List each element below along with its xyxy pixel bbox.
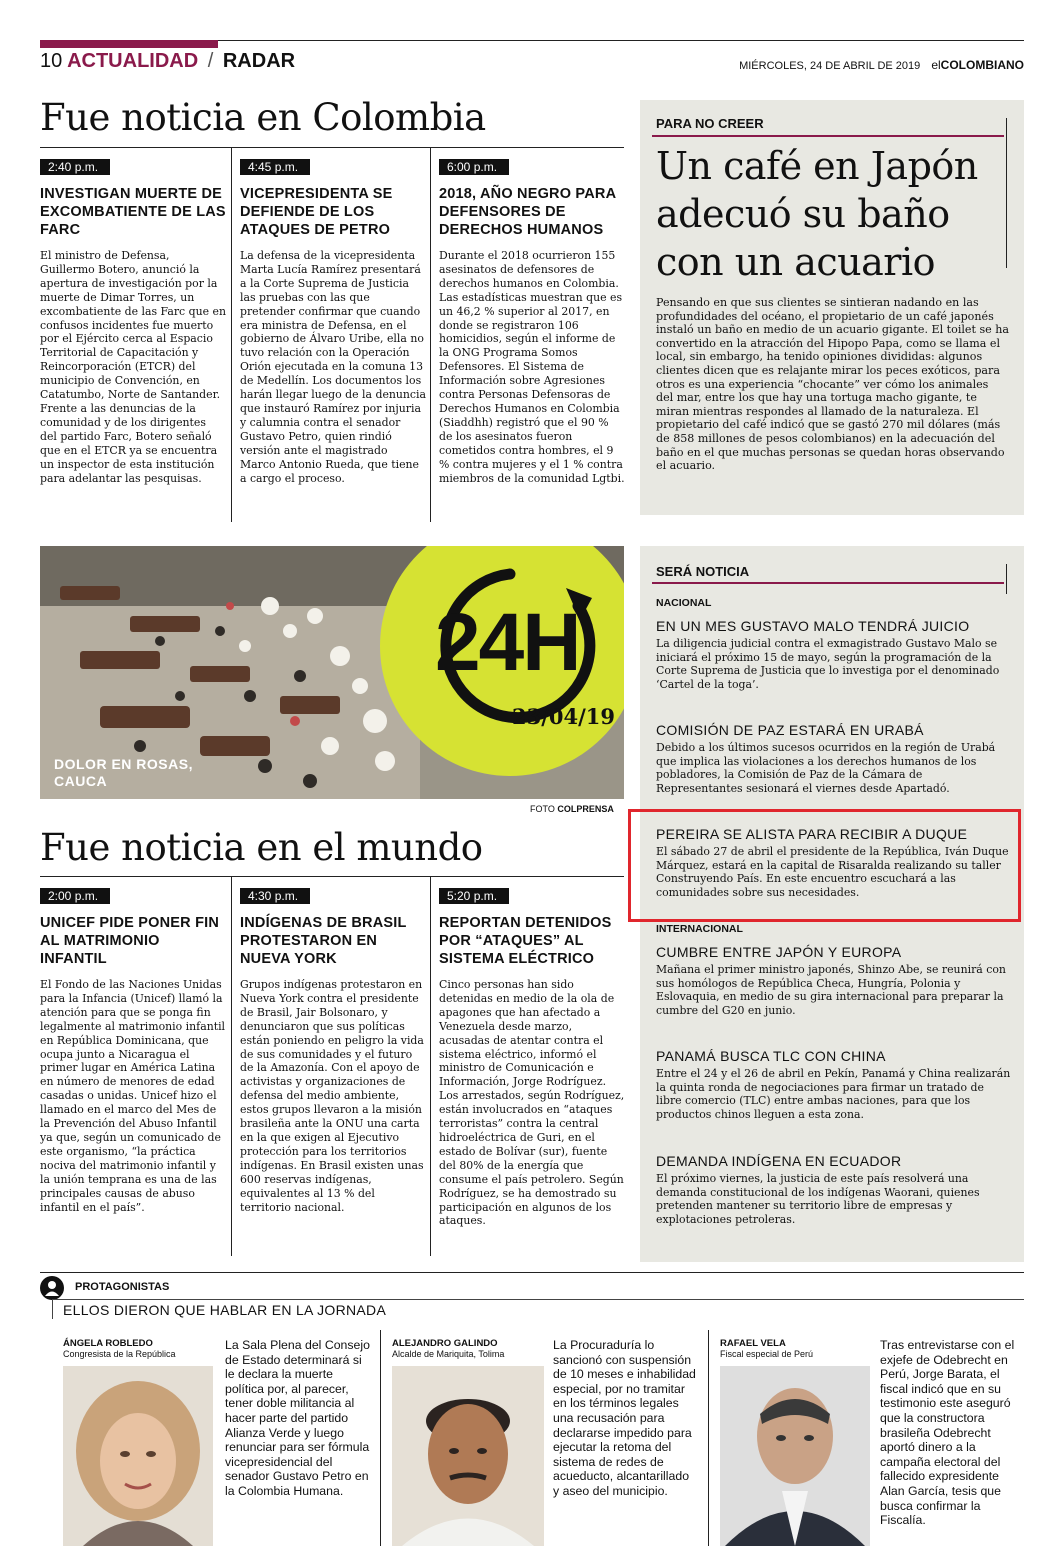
protagonist-card [63, 1338, 218, 1359]
protagonistas-side-rule [52, 1299, 53, 1319]
sera-item [656, 1048, 1012, 1122]
sera-item-headline[interactable]: PANAMÁ BUSCA TLC CON CHINA [656, 1048, 886, 1064]
mundo-story-2 [240, 887, 426, 1214]
protagonist-text: La Sala Plena del Consejo de Estado determinará si le declara la muerte política por, al parecer, tener doble militancia al hacer parte del partido Alianza Verde y luego renunciar para ser fórmula vicepresidencial del senador Gustavo Petro en la Colombia Humana. [225, 1338, 370, 1498]
protagonist-role: Alcalde de Mariquita, Tolima [392, 1349, 505, 1359]
protagonistas-top-rule [40, 1272, 1024, 1273]
colombia-top-rule [40, 147, 624, 148]
colombia-section-title: Fue noticia en Colombia [40, 96, 486, 139]
protagonist-name[interactable]: ALEJANDRO GALINDO [392, 1338, 498, 1349]
sera-item [656, 944, 1012, 1018]
portrait-image [720, 1366, 870, 1546]
column-divider [708, 1330, 709, 1546]
story-headline[interactable]: REPORTAN DETENIDOS POR “ATAQUES” AL SISTEMA ELÉCTRICO [439, 915, 612, 967]
protagonist-text: Tras entrevistarse con el exjefe de Odebrecht en Perú, Jorge Barata, el fiscal indicó que en su testimonio este aseguró que la constructora brasileña Odebrecht aportó dinero a la campaña electoral del fallecido expresidente Alan García, tesis que busca confirmar la Fiscalía. [880, 1338, 1015, 1528]
column-divider [430, 147, 431, 522]
sera-item-body: La diligencia judicial contra el exmagistrado Gustavo Malo se iniciará el próximo 15 de mayo, según la programación de la Corte Suprema de Justicia que lo investiga por el denominado ‘Cartel de la toga’. [656, 637, 1000, 692]
photo-caption: DOLOR EN ROSAS, CAUCA [54, 756, 193, 789]
story-time: 6:00 p.m. [439, 159, 509, 175]
24h-badge-date: 23/04/19 [512, 704, 616, 729]
para-no-creer-box [640, 100, 1024, 515]
protagonist-name[interactable]: ÁNGELA ROBLEDO [63, 1338, 153, 1349]
section-separator: / [207, 50, 214, 72]
column-divider [231, 876, 232, 1256]
column-divider [231, 147, 232, 522]
sera-item [656, 1153, 1012, 1227]
box-side-rule [1006, 118, 1007, 268]
sera-item [656, 618, 1012, 692]
protagonist-text: La Procuraduría lo sancionó con suspensión de 10 meses e inhabilidad especial, por no tramitar en los términos legales una recusación para declararse impedido para ejecutar la retoma del sistema de redes de acueducto, alcantarillado y aseo del municipio. [553, 1338, 696, 1498]
story-headline[interactable]: UNICEF PIDE PONER FIN AL MATRIMONIO INFANTIL [40, 915, 220, 967]
mundo-section-title: Fue noticia en el mundo [40, 826, 483, 869]
story-time: 4:45 p.m. [240, 159, 310, 175]
sera-item-body: El sábado 27 de abril el presidente de la República, Iván Duque Márquez, estará en la capital de Risaralda realizando su taller Construyendo País. En este encuentro escuchará a las comunidades sobre sus necesidades. [656, 845, 1009, 900]
24h-badge-text: 24H [435, 597, 580, 688]
protagonist-role: Fiscal especial de Perú [720, 1349, 814, 1359]
avatar [392, 1366, 544, 1546]
story-body: La defensa de la vicepresidenta Marta Lucía Ramírez presentará a la Corte Suprema de Justicia las pruebas con las que pretender confirmar que cuando era ministra de Defensa, en el gobierno de Álvaro Uribe, ella no tuvo relación con la Operación Orión ejecutada en la comuna 13 de Medellín. Los documentos los harán llegar luego de la denuncia que instauró Ramírez por injuria y calumnia contra el senador Gustavo Petro, quien rindió versión ante el magistrado Marco Antonio Rueda, que tiene a cargo el proceso. [240, 249, 427, 485]
mundo-top-rule [40, 876, 624, 877]
colombia-story-1 [40, 158, 226, 485]
sera-item-headline[interactable]: COMISIÓN DE PAZ ESTARÁ EN URABÁ [656, 722, 924, 738]
para-no-creer-body: Pensando en que sus clientes se sintieran nadando en las profundidades del océano, el propietario de un café japonés instaló un baño en medio de un acuario gigante. El toilet se ha convertido en la atracción del Hipopo Papa, como se llama el local, sin embargo, ha tenido opiniones divididas: algunos clientes dicen que es relajante mirar los peces exóticos, para otros es una experiencia “chocante” ver cómo los animales del mar, entre los que hay una tortuga macho gigante, te miran mientras respondes al llamado de la naturaleza. El propietario del café indicó que se gastó 270 mil dólares (más de 858 millones de pesos colombianos) en la adecuación del baño en el que muchas personas se quedan horas observando el acuario. [656, 296, 1010, 473]
label-accent-rule [652, 582, 1004, 584]
protagonist-name[interactable]: RAFAEL VELA [720, 1338, 786, 1349]
avatar [63, 1366, 213, 1546]
person-glyph [40, 1276, 64, 1300]
sera-item-body: Mañana el primer ministro japonés, Shinzo Abe, se reunirá con sus homólogos de República Checa, Hungría, Polonia y Eslovaquia, en medio de su gira internacional para preparar la cumbre del G20 en junio. [656, 963, 1006, 1018]
label-accent-rule [652, 135, 1004, 137]
sera-item-body: Debido a los últimos sucesos ocurridos en la región de Urabá que implica las violaciones a los derechos humanos de los pobladores, la Comisión de Paz de la Cámara de Representantes sesionará el viernes desde Apartadó. [656, 741, 996, 796]
sera-item-body: Entre el 24 y el 26 de abril en Pekín, Panamá y China realizarán la quinta ronda de negociaciones para firmar un tratado de libre comercio (TLC) entre ambas naciones, para que los productos chinos lleguen a esta zona. [656, 1067, 1011, 1122]
highlight-frame [628, 809, 1021, 922]
story-body: Grupos indígenas protestaron en Nueva York contra el presidente de Brasil, Jair Bolsonaro, y denunciaron que sus políticas están poniendo en peligro la vida de sus comunidades y el futuro de la Amazonía. Con el apoyo de activistas y organizaciones de defensa del medio ambiente, estos grupos llevaron a la misión brasileña ante la ONU una carta en la que exigen al Ejecutivo protección para los territorios indígenas. En Brasil existen unas 600 reservas indígenas, equivalentes al 13 % del territorio nacional. [240, 978, 424, 1214]
section-header [40, 50, 295, 73]
sera-item-headline[interactable]: EN UN MES GUSTAVO MALO TENDRÁ JUICIO [656, 618, 970, 634]
para-no-creer-title[interactable]: Un café en Japón adecuó su baño con un acuario [656, 144, 978, 284]
sera-item-headline[interactable]: CUMBRE ENTRE JAPÓN Y EUROPA [656, 944, 902, 960]
story-headline[interactable]: VICEPRESIDENTA SE DEFIENDE DE LOS ATAQUES DE PETRO [240, 186, 393, 238]
24h-badge [380, 546, 624, 776]
story-headline[interactable]: 2018, AÑO NEGRO PARA DEFENSORES DE DERECHOS HUMANOS [439, 186, 616, 238]
portrait-image [392, 1366, 544, 1546]
issue-date: MIÉRCOLES, 24 DE ABRIL DE 2019 [739, 60, 921, 72]
story-body: Cinco personas han sido detenidas en medio de la ola de apagones que han afectado a Venezuela desde marzo, acusadas de atentar contra el sistema eléctrico, informó el ministro de Comunicación e Información, Jorge Rodríguez. Los arrestados, según Rodríguez, están involucrados en “ataques terroristas” contra la central hidroeléctrica de Guri, en el estado de Bolívar (sur), fuente del 80% de la energía que consume el país petrolero. Según Rodríguez, se ha demostrado su participación en algunos de los ataques. [439, 978, 625, 1228]
protagonistas-subtitle: ELLOS DIERON QUE HABLAR EN LA JORNADA [63, 1302, 387, 1318]
header-accent-bar [40, 40, 218, 48]
protagonistas-label: PROTAGONISTAS [75, 1281, 170, 1293]
story-time: 2:40 p.m. [40, 159, 110, 175]
story-body: El Fondo de las Naciones Unidas para la Infancia (Unicef) llamó la atención para que se ponga fin legalmente al matrimonio infantil en República Dominicana, que ocupa junto a Nicaragua el primer lugar en América Latina en número de menores de edad casadas o unidas. Unicef hizo el llamado en el marco del Mes de la Prevención del Abuso Infantil ya que, según un comunicado de este organismo, “la práctica nociva del matrimonio infantil y la unión temprana es una de las principales causas de abuso infantil en el país”. [40, 978, 226, 1214]
para-no-creer-label: PARA NO CREER [656, 116, 764, 131]
protagonist-card [720, 1338, 870, 1359]
colombia-story-2 [240, 158, 426, 485]
protagonist-card [392, 1338, 547, 1359]
internacional-label: INTERNACIONAL [656, 923, 743, 935]
news-photo [40, 546, 624, 799]
story-time: 4:30 p.m. [240, 888, 310, 904]
mundo-story-3 [439, 887, 625, 1228]
sera-noticia-label: SERÁ NOTICIA [656, 564, 750, 579]
colombia-story-3 [439, 158, 625, 485]
story-time: 5:20 p.m. [439, 888, 509, 904]
subsection-name[interactable]: RADAR [222, 50, 296, 72]
story-body: Durante el 2018 ocurrieron 155 asesinatos de defensores de derechos humanos en Colombia. Las estadísticas muestran que es un 46,2 % superior al 2017, en donde se registraron 106 homicidios, según el informe de la ONG Programa Somos Defensores. El Sistema de Información sobre Agresiones contra Personas Defensoras de Derechos Humanos en Colombia (Siaddhh) registró que el 90 % de los asesinatos fueron cometidos contra hombres, el 9 % contra mujeres y el 1 % contra miembros de la comunidad Lgtbi. [439, 249, 625, 485]
mundo-story-1 [40, 887, 226, 1214]
box-side-rule [1006, 564, 1007, 594]
section-name[interactable]: ACTUALIDAD [67, 50, 199, 72]
story-headline[interactable]: INVESTIGAN MUERTE DE EXCOMBATIENTE DE LAS FARC [40, 186, 226, 238]
nacional-label: NACIONAL [656, 597, 712, 609]
page-number: 10 [40, 50, 63, 72]
photo-credit: FOTO COLPRENSA [530, 804, 614, 814]
sera-item-body: El próximo viernes, la justicia de este país resolverá una demanda constitucional de los indígenas Waorani, quienes pretenden mantener su territorio libre de empresas y explotaciones petroleras. [656, 1172, 980, 1227]
column-divider [380, 1330, 381, 1546]
sera-item-headline[interactable]: PEREIRA SE ALISTA PARA RECIBIR A DUQUE [656, 826, 968, 842]
column-divider [430, 876, 431, 1256]
story-body: El ministro de Defensa, Guillermo Botero, anunció la apertura de investigación por la muerte de Dimar Torres, un excombatiente de las Farc que en confusos incidentes fue muerto por el Ejército cerca al Espacio Territorial de Capacitación y Reincorporación (ETCR) del municipio de Convención, en Catatumbo, Norte de Santander. Frente a las denuncias de la comunidad y de los dirigentes del partido Farc, Botero señaló que en el ETCR ya se encuentra un inspector de esta institución para adelantar las pesquisas. [40, 249, 226, 485]
sera-item-headline[interactable]: DEMANDA INDÍGENA EN ECUADOR [656, 1153, 902, 1169]
story-time: 2:00 p.m. [40, 888, 110, 904]
person-icon [40, 1276, 64, 1300]
story-headline[interactable]: INDÍGENAS DE BRASIL PROTESTARON EN NUEVA YORK [240, 915, 407, 967]
brand-logo: elCOLOMBIANO [931, 58, 1024, 72]
protagonist-role: Congresista de la República [63, 1349, 176, 1359]
portrait-image [63, 1366, 213, 1546]
sera-item [656, 722, 1012, 796]
avatar [720, 1366, 870, 1546]
masthead-right [739, 58, 1024, 72]
protagonistas-sub-rule [52, 1299, 1024, 1300]
